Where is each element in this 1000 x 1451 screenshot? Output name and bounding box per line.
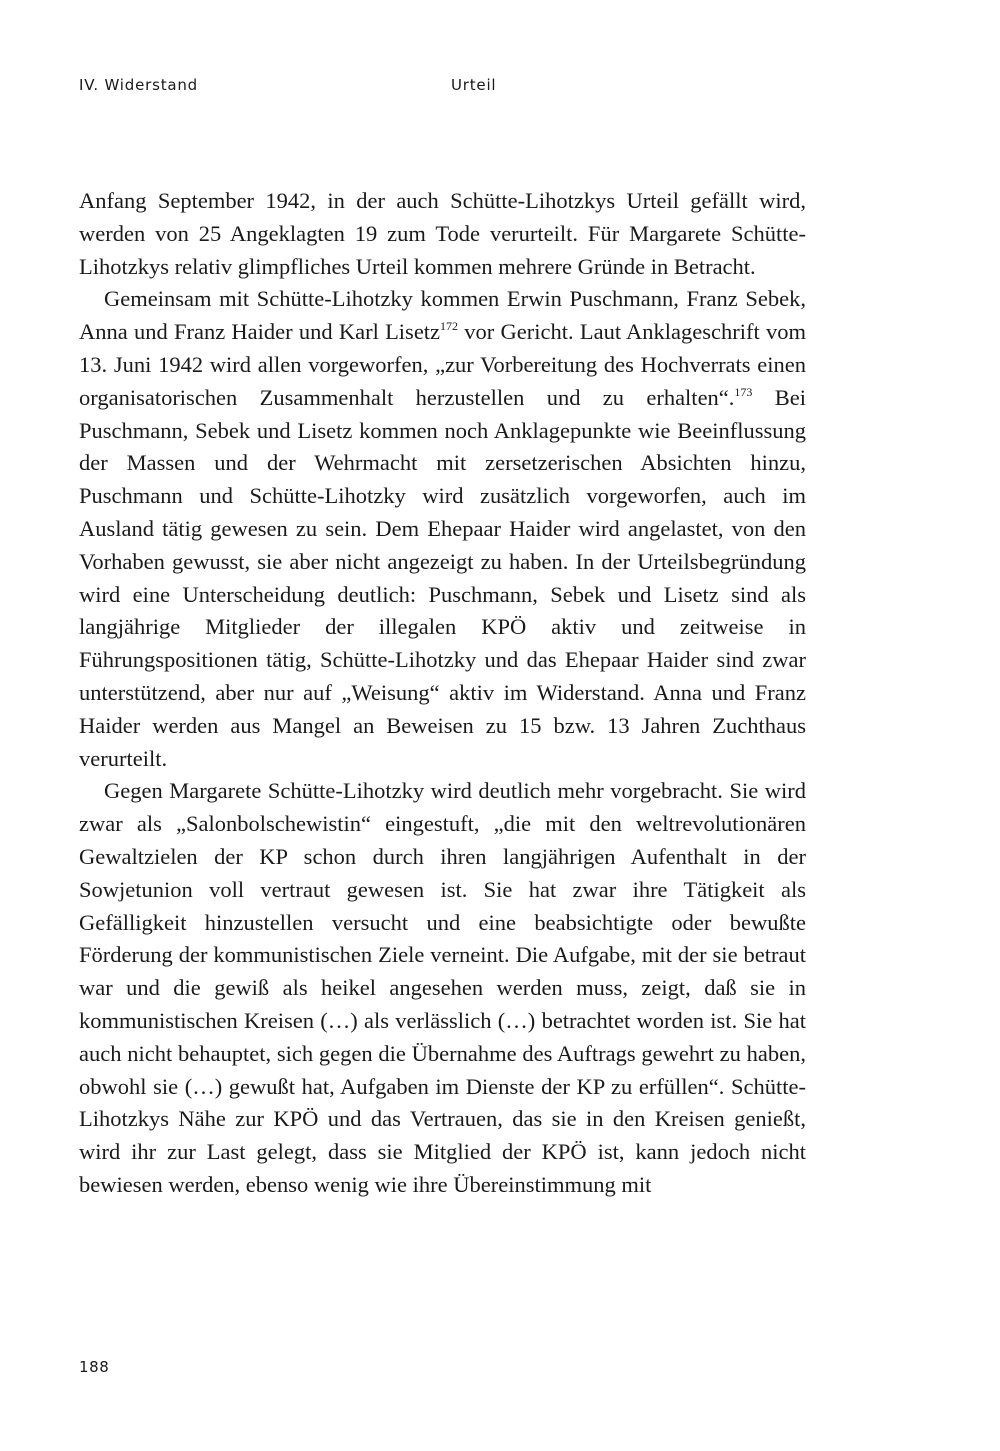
body-text: [79, 185, 806, 1202]
footnote-ref[interactable]: 173: [734, 384, 753, 399]
running-head-chapter: Urteil: [451, 76, 497, 94]
paragraph: Gemeinsam mit Schütte-Lihotzky kommen Erwin Puschmann, Franz Sebek, Anna und Franz Haider und Karl Lisetz$^{172}$ vor Gericht. Laut Anklageschrift vom 13. Juni 1942 wird allen vorgeworfen, „zur Vorbereitung des Hochverrats einen organisatorischen Zusammenhalt herzustellen und zu erhalten“.$^{173}$ Bei Puschmann, Sebek und Lisetz kommen noch Anklagepunkte wie Beeinflussung der Massen und der Wehrmacht mit zersetzerischen Absichten hinzu, Puschmann und Schütte-Lihotzky wird zusätzlich vorgeworfen, auch im Ausland tätig gewesen zu sein. Dem Ehepaar Haider wird angelastet, von den Vorhaben gewusst, sie aber nicht angezeigt zu haben. In der Urteilsbegründung wird eine Unterscheidung deutlich: Puschmann, Sebek und Lisetz sind als langjährige Mitglieder der illegalen KPÖ aktiv und zeitweise in Führungspositionen tätig, Schütte-Lihotzky und das Ehepaar Haider sind zwar unterstützend, aber nur auf „Weisung“ aktiv im Widerstand. Anna und Franz Haider werden aus Mangel an Beweisen zu 15 bzw. 13 Jahren Zuchthaus verurteilt.: [79, 286, 806, 771]
paragraph: Gegen Margarete Schütte-Lihotzky wird deutlich mehr vorgebracht. Sie wird zwar als „Salonbolschewistin“ eingestuft, „die mit den weltrevolutionären Gewaltzielen der KP schon durch ihren langjährigen Aufenthalt in der Sowjetunion voll vertraut gewesen ist. Sie hat zwar ihre Tätigkeit als Gefälligkeit hinzustellen versucht und eine beabsichtigte oder bewußte Förderung der kommunistischen Ziele verneint. Die Aufgabe, mit der sie betraut war und die gewiß als heikel angesehen werden muss, zeigt, daß sie in kommunistischen Kreisen (…) als verlässlich (…) betrachtet worden ist. Sie hat auch nicht behauptet, sich gegen die Übernahme des Auftrags gewehrt zu haben, obwohl sie (…) gewußt hat, Aufgaben im Dienste der KP zu erfüllen“. Schütte-Lihotzkys Nähe zur KPÖ und das Vertrauen, das sie in den Kreisen genießt, wird ihr zur Last gelegt, dass sie Mitglied der KPÖ ist, kann jedoch nicht bewiesen werden, ebenso wenig wie ihre Übereinstimmung mit: [79, 778, 806, 1197]
paragraph: Anfang September 1942, in der auch Schütte-Lihotzkys Urteil gefällt wird, werden von 25 Angeklagten 19 zum Tode verurteilt. Für Margarete Schütte-Lihotzkys relativ glimpfliches Urteil kommen mehrere Gründe in Betracht.: [79, 188, 806, 279]
page-number: 188: [79, 1358, 110, 1376]
running-head-section: IV. Widerstand: [79, 76, 198, 94]
footnote-ref[interactable]: 172: [440, 319, 459, 334]
